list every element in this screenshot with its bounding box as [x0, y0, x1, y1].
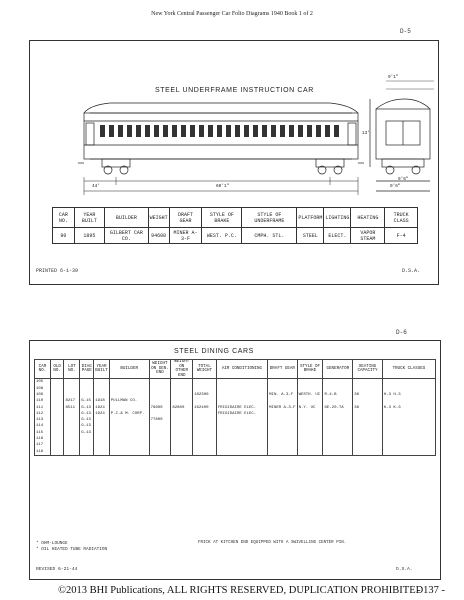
cell-weight-gen: 77800	[149, 417, 171, 423]
cell-car-no: 115	[35, 430, 51, 436]
cell-diag-page	[80, 379, 94, 386]
cell-draft-gear: MINER A-3-F	[169, 228, 202, 244]
col-air-conditioning: AIR CONDITIONING	[216, 360, 267, 379]
cell-air-cond	[216, 449, 267, 456]
sheet-code: D-5	[400, 28, 411, 35]
col-year-built: YEAR BUILT	[94, 360, 110, 379]
col-draft-gear: DRAFT GEAR	[268, 360, 297, 379]
cell-generator	[323, 379, 353, 386]
cell-weight-gen	[149, 379, 171, 386]
cell-weight-other: 82800	[171, 405, 193, 411]
cell-truck: K-3 K-3	[382, 405, 435, 411]
col-lighting: LIGHTING	[324, 208, 351, 228]
cell-car-no: 110	[35, 398, 51, 404]
cell-seating: 36	[353, 405, 383, 411]
copyright-notice: ©2013 BHI Publications, ALL RIGHTS RESERVED, DUPLICATION PROHIBITED	[58, 585, 424, 596]
col-year-built: YEAR BUILT	[74, 208, 104, 228]
sheet-title: STEEL DINING CARS	[174, 348, 254, 355]
table-row	[35, 449, 436, 456]
page-footer	[0, 585, 464, 599]
cell-diag-page: G-13	[80, 411, 94, 417]
col-weight-gen-end: WEIGHT ON GEN. END	[149, 360, 171, 379]
col-builder: BUILDER	[105, 208, 149, 228]
cell-builder	[109, 449, 149, 456]
cell-builder	[109, 379, 149, 386]
cell-diag-page: G-13	[80, 405, 94, 411]
col-style-brake: STYLE OF BRAKE	[297, 360, 323, 379]
cell-lot-no	[64, 379, 80, 386]
cell-draft-gear	[268, 449, 297, 456]
col-generator: GENERATOR	[323, 360, 353, 379]
cell-brake	[297, 449, 323, 456]
footnote: FRICK AT KITCHEN END EQUIPPED WITH A SWIVELLING CENTER PIN.	[198, 541, 347, 545]
cell-car-no: 114	[35, 423, 51, 429]
cell-total-weight: 182300	[193, 392, 217, 398]
car-elevation-drawing	[30, 41, 438, 284]
col-car-no: CAR NO.	[35, 360, 51, 379]
cell-builder: PULLMAN CO.	[109, 398, 149, 404]
dining-cars-table	[34, 359, 436, 456]
revised-date: REVISED 6-21-44	[36, 567, 78, 572]
table-header-row	[35, 360, 436, 379]
cell-truck: H-3 H-3	[382, 392, 435, 398]
page-header: New York Central Passenger Car Folio Diagrams 1940 Book 1 of 2	[151, 11, 313, 17]
cell-diag-page: G-13	[80, 423, 94, 429]
cell-car-no: 111	[35, 405, 51, 411]
col-lot-no: LOT NO.	[64, 360, 80, 379]
col-diag-page: DIAG PAGE	[80, 360, 94, 379]
cell-lot-no: 8511	[64, 405, 80, 411]
cell-lot-no	[64, 449, 80, 456]
draftsman-initials: D.S.A.	[402, 268, 421, 274]
cell-draft-gear: MINER A-3-F	[269, 405, 296, 410]
cell-total-weight: 162400	[193, 405, 217, 411]
cell-truck	[382, 379, 435, 386]
cell-brake: WEST. P.C.	[202, 228, 242, 244]
cell-generator: R-4-B	[323, 392, 353, 398]
cell-platform: STEEL	[297, 228, 324, 244]
cell-car-no: 112	[35, 411, 51, 417]
col-total-weight: TOTAL WEIGHT	[193, 360, 217, 379]
cell-brake: WESTH. UC	[297, 392, 323, 398]
cell-year: 1895	[74, 228, 104, 244]
sheet-code: D-6	[396, 329, 407, 336]
cell-car-no: 117	[35, 442, 51, 448]
cell-year	[94, 449, 110, 456]
cell-weight: 94600	[148, 228, 169, 244]
col-truck-class: TRUCK CLASS	[385, 208, 418, 228]
sheet-title: STEEL UNDERFRAME INSTRUCTION CAR	[155, 87, 314, 94]
cell-weight-other	[171, 379, 193, 386]
cell-car-no: 108	[35, 386, 51, 392]
cell-heating: VAPOR STEAM	[351, 228, 385, 244]
cell-total-weight	[193, 449, 217, 456]
notes	[36, 541, 107, 553]
cell-total-weight	[193, 379, 217, 386]
note-2: * OIL HEATED TUBE RADIATION	[36, 547, 108, 552]
cell-lot-no: 8217	[64, 398, 80, 404]
cell-car-no: 116	[35, 436, 51, 442]
dim-len3: 9'6"	[390, 184, 401, 189]
col-truck-classes: TRUCK CLASSES	[382, 360, 435, 379]
cell-weight-gen: 79600	[149, 405, 171, 411]
cell-lighting: ELECT.	[324, 228, 351, 244]
car-spec-table	[52, 207, 418, 244]
col-builder: BUILDER	[109, 360, 149, 379]
cell-truck-class: F-4	[385, 228, 418, 244]
dim-len2: 60'1"	[216, 184, 230, 189]
cell-air-cond: FRIGIDAIRE ELEC.	[216, 411, 267, 417]
col-platform: PLATFORM	[297, 208, 324, 228]
cell-seating: 36	[353, 392, 383, 398]
cell-car-no: 113	[35, 417, 51, 423]
cell-diag-page: G-13	[80, 417, 94, 423]
col-heating: HEATING	[351, 208, 385, 228]
cell-brake	[297, 379, 323, 386]
cell-generator	[323, 449, 353, 456]
col-style-underframe: STYLE OF UNDERFRAME	[242, 208, 297, 228]
diagram-sheet-d5	[29, 28, 439, 285]
cell-year: 1918	[94, 398, 110, 404]
cell-truck	[382, 449, 435, 456]
cell-car-no: 90	[53, 228, 75, 244]
col-weight: WEIGHT	[148, 208, 169, 228]
draftsman-initials: D.S.A.	[396, 567, 413, 572]
page-number: - 137 -	[417, 585, 445, 596]
cell-seating	[353, 379, 383, 386]
dim-height: 13'	[362, 131, 370, 136]
col-weight-other-end: WEIGHT ON OTHER END	[171, 360, 193, 379]
col-seating: SEATING CAPACITY	[353, 360, 383, 379]
cell-weight-other	[171, 449, 193, 456]
cell-year	[94, 379, 110, 386]
cell-generator: GE-20-TA	[323, 405, 353, 411]
cell-car-no: 109	[35, 392, 51, 398]
cell-year: 1924	[94, 411, 110, 417]
cell-underframe: CMPH. STL.	[242, 228, 297, 244]
diagram-sheet-d6	[29, 329, 441, 580]
col-draft-gear: DRAFT GEAR	[169, 208, 202, 228]
cell-brake: N.Y. UC	[297, 405, 323, 411]
cell-diag-page: G-13	[80, 430, 94, 436]
cell-draft-gear: MIN. A-3-F	[268, 392, 297, 398]
cell-old-no	[50, 449, 64, 456]
cell-car-no: 118	[35, 449, 51, 456]
cell-air-cond	[216, 379, 267, 386]
table-row	[35, 379, 436, 386]
printed-date: PRINTED 6-1-39	[36, 268, 79, 274]
dim-upper: 9'1"	[388, 75, 399, 80]
col-car-no: CAR NO.	[53, 208, 75, 228]
cell-car-no: 105	[35, 379, 51, 386]
cell-draft-gear	[268, 379, 297, 386]
col-style-brake: STYLE OF BRAKE	[202, 208, 242, 228]
cell-diag-page: G-15	[80, 398, 94, 404]
cell-diag-page	[80, 449, 94, 456]
cell-weight-gen	[149, 449, 171, 456]
cell-year: 1924	[94, 405, 110, 411]
col-old-no: OLD NO.	[50, 360, 64, 379]
cell-air-cond: FRIGIDAIRE ELEC.	[216, 405, 267, 411]
cell-seating	[353, 449, 383, 456]
dim-lower: 9'6"	[398, 177, 409, 182]
dim-len1: 44'	[92, 184, 100, 189]
note-1: * OHM-LOUNGE	[36, 541, 68, 546]
cell-builder: GILBERT CAR CO.	[105, 228, 149, 244]
cell-builder: P.C.& M. CORP.	[109, 411, 149, 417]
cell-old-no	[50, 379, 64, 386]
